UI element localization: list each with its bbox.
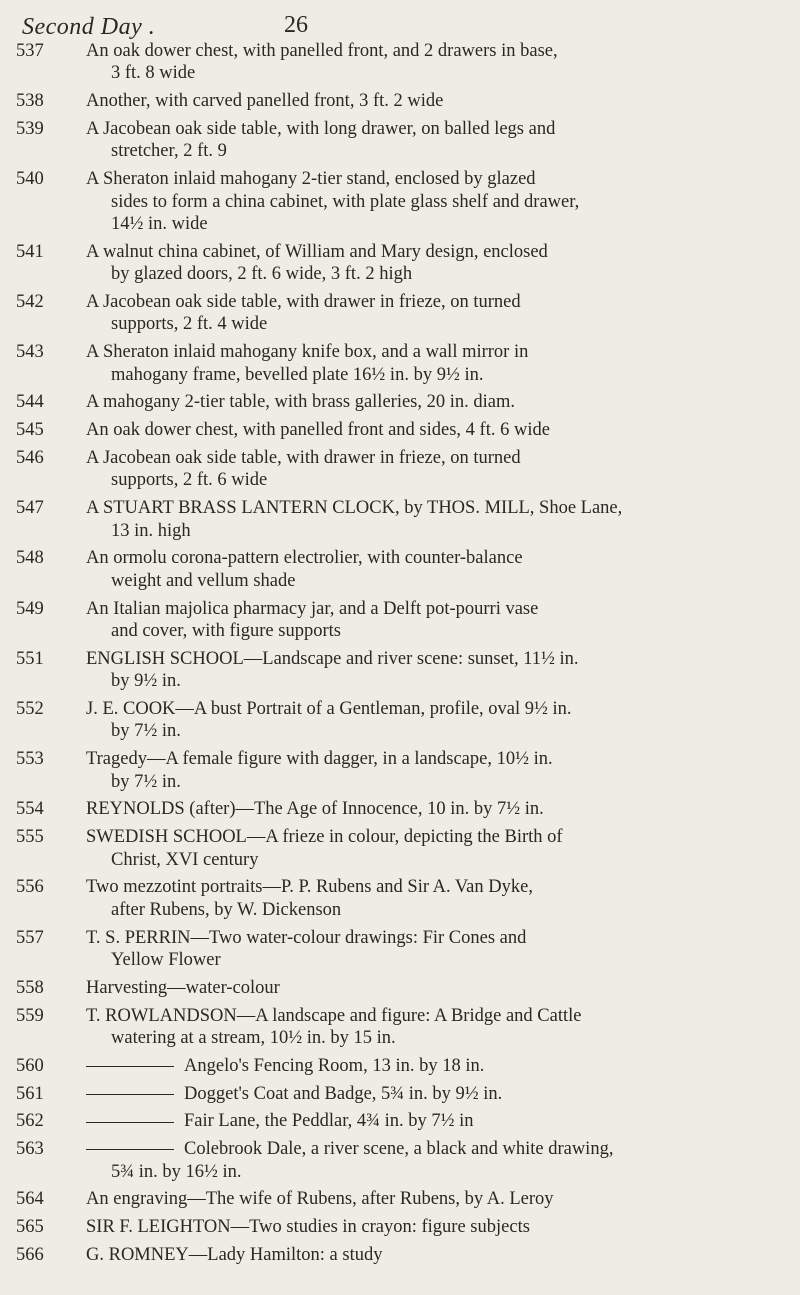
lot-number: 553 — [16, 749, 44, 770]
lot-description-line — [86, 419, 736, 441]
lot-text: by 9½ in. — [111, 671, 181, 692]
lot-text: after Rubens, by W. Dickenson — [111, 899, 342, 920]
lot-description-line — [86, 213, 736, 235]
lot-description — [58, 1110, 736, 1132]
lot-description — [58, 648, 736, 693]
lot-text: SWEDISH SCHOOL—A frieze in colour, depicting the Birth of — [86, 827, 563, 848]
ditto-dash — [86, 1149, 174, 1150]
lot-description — [58, 547, 736, 592]
lot-description — [58, 826, 736, 871]
lot-description-line — [86, 927, 736, 949]
lot-description-line — [86, 620, 736, 642]
lot-text: by 7½ in. — [111, 771, 181, 792]
lot-description — [58, 391, 736, 413]
lot-number: 566 — [16, 1245, 44, 1266]
lot-text: Angelo's Fencing Room, 13 in. by 18 in. — [184, 1055, 485, 1076]
lot-text: sides to form a china cabinet, with plate glass shelf and drawer, — [111, 191, 580, 212]
lot-list — [0, 40, 800, 1272]
lot-description-line — [86, 720, 736, 742]
lot-entry — [0, 927, 800, 972]
lot-entry — [0, 419, 800, 441]
lot-description — [58, 598, 736, 643]
lot-number: 538 — [16, 91, 44, 112]
lot-text: A Sheraton inlaid mahogany knife box, and a wall mirror in — [86, 342, 529, 363]
lot-description — [58, 927, 736, 972]
lot-description-line — [86, 648, 736, 670]
lot-description — [58, 1188, 736, 1210]
lot-number: 544 — [16, 392, 44, 413]
lot-description-line — [86, 118, 736, 140]
lot-number: 562 — [16, 1111, 44, 1132]
lot-number: 546 — [16, 448, 44, 469]
lot-text: Two mezzotint portraits—P. P. Rubens and Sir A. Van Dyke, — [86, 877, 533, 898]
lot-description-line — [86, 291, 736, 313]
lot-text: REYNOLDS (after)—The Age of Innocence, 10 in. by 7½ in. — [86, 799, 544, 820]
lot-description-line — [86, 547, 736, 569]
lot-entry — [0, 1188, 800, 1210]
lot-number: 564 — [16, 1189, 44, 1210]
lot-description-line — [86, 497, 736, 519]
lot-description-line — [86, 977, 736, 999]
day-heading: Second Day . — [22, 14, 156, 40]
lot-text: A walnut china cabinet, of William and Mary design, enclosed — [86, 241, 548, 262]
lot-entry — [0, 1244, 800, 1266]
lot-description-line — [86, 191, 736, 213]
lot-description-line — [86, 1161, 736, 1183]
lot-text: by 7½ in. — [111, 721, 181, 742]
lot-description-line — [86, 341, 736, 363]
lot-description — [58, 40, 736, 85]
lot-number: 549 — [16, 598, 44, 619]
lot-number: 563 — [16, 1139, 44, 1160]
lot-number: 552 — [16, 699, 44, 720]
lot-text: T. ROWLANDSON—A landscape and figure: A Bridge and Cattle — [86, 1005, 582, 1026]
lot-text: supports, 2 ft. 4 wide — [111, 314, 268, 335]
lot-text: An engraving—The wife of Rubens, after Rubens, by A. Leroy — [86, 1189, 554, 1210]
lot-text: Christ, XVI century — [111, 849, 259, 870]
page-header — [22, 8, 622, 42]
lot-text: Fair Lane, the Peddlar, 4¾ in. by 7½ in — [184, 1111, 474, 1132]
lot-entry — [0, 1055, 800, 1077]
lot-text: Harvesting—water-colour — [86, 977, 280, 998]
lot-description — [58, 1005, 736, 1050]
lot-description-line — [86, 1027, 736, 1049]
lot-description-line — [86, 1110, 736, 1132]
lot-entry — [0, 1216, 800, 1238]
lot-description — [58, 977, 736, 999]
lot-number: 543 — [16, 342, 44, 363]
lot-description — [58, 798, 736, 820]
lot-text: 5¾ in. by 16½ in. — [111, 1161, 242, 1182]
lot-description-line — [86, 168, 736, 190]
lot-number: 559 — [16, 1005, 44, 1026]
lot-description-line — [86, 1083, 736, 1105]
lot-description-line — [86, 1055, 736, 1077]
lot-entry — [0, 698, 800, 743]
lot-text: SIR F. LEIGHTON—Two studies in crayon: figure subjects — [86, 1217, 530, 1238]
lot-number: 537 — [16, 41, 44, 61]
lot-description-line — [86, 849, 736, 871]
lot-description — [58, 1138, 736, 1183]
lot-description — [58, 90, 736, 112]
lot-text: weight and vellum shade — [111, 570, 296, 591]
page-number: 26 — [284, 12, 308, 38]
lot-text: Another, with carved panelled front, 3 ft. 2 wide — [86, 91, 444, 112]
lot-entry — [0, 391, 800, 413]
lot-text: 14½ in. wide — [111, 214, 208, 235]
lot-description-line — [86, 364, 736, 386]
lot-text: T. S. PERRIN—Two water-colour drawings: Fir Cones and — [86, 927, 527, 948]
lot-entry — [0, 1005, 800, 1050]
lot-description — [58, 497, 736, 542]
lot-description-line — [86, 263, 736, 285]
lot-description-line — [86, 469, 736, 491]
lot-description-line — [86, 1005, 736, 1027]
lot-entry — [0, 168, 800, 235]
lot-number: 557 — [16, 927, 44, 948]
lot-description-line — [86, 90, 736, 112]
lot-entry — [0, 241, 800, 286]
lot-text: 3 ft. 8 wide — [111, 63, 196, 84]
lot-description — [58, 291, 736, 336]
lot-text: A STUART BRASS LANTERN CLOCK, by THOS. MILL, Shoe Lane, — [86, 498, 623, 519]
lot-number: 539 — [16, 119, 44, 139]
lot-description-line — [86, 1188, 736, 1210]
lot-number: 565 — [16, 1217, 44, 1238]
lot-description — [58, 447, 736, 492]
lot-description — [58, 1083, 736, 1105]
lot-description — [58, 1244, 736, 1266]
lot-entry — [0, 598, 800, 643]
lot-entry — [0, 977, 800, 999]
lot-text: Tragedy—A female figure with dagger, in a landscape, 10½ in. — [86, 749, 553, 770]
lot-description — [58, 748, 736, 793]
lot-entry — [0, 341, 800, 386]
lot-text: Dogget's Coat and Badge, 5¾ in. by 9½ in. — [184, 1083, 503, 1104]
ditto-dash — [86, 1066, 174, 1067]
lot-description — [58, 1055, 736, 1077]
lot-entry — [0, 1110, 800, 1132]
lot-description-line — [86, 313, 736, 335]
lot-description — [58, 118, 736, 163]
lot-text: A Jacobean oak side table, with drawer in frieze, on turned — [86, 448, 521, 469]
lot-number: 540 — [16, 169, 44, 190]
lot-entry — [0, 40, 800, 85]
lot-description-line — [86, 520, 736, 542]
lot-description — [58, 341, 736, 386]
lot-description-line — [86, 40, 736, 62]
lot-number: 542 — [16, 292, 44, 313]
lot-text: A Sheraton inlaid mahogany 2-tier stand, enclosed by glazed — [86, 169, 536, 190]
lot-description-line — [86, 876, 736, 898]
lot-text: supports, 2 ft. 6 wide — [111, 470, 268, 491]
lot-number: 561 — [16, 1083, 44, 1104]
lot-entry — [0, 447, 800, 492]
lot-entry — [0, 1138, 800, 1183]
lot-description-line — [86, 899, 736, 921]
lot-entry — [0, 547, 800, 592]
lot-description-line — [86, 598, 736, 620]
lot-description-line — [86, 748, 736, 770]
lot-description — [58, 168, 736, 235]
lot-text: An ormolu corona-pattern electrolier, with counter-balance — [86, 548, 523, 569]
lot-number: 545 — [16, 420, 44, 441]
lot-description — [58, 241, 736, 286]
lot-description-line — [86, 62, 736, 84]
lot-description-line — [86, 1216, 736, 1238]
lot-entry — [0, 291, 800, 336]
lot-text: mahogany frame, bevelled plate 16½ in. by 9½ in. — [111, 364, 484, 385]
lot-text: and cover, with figure supports — [111, 621, 341, 642]
lot-description-line — [86, 570, 736, 592]
lot-description-line — [86, 698, 736, 720]
lot-number: 541 — [16, 241, 44, 262]
lot-description — [58, 876, 736, 921]
lot-text: Yellow Flower — [111, 950, 221, 971]
lot-description — [58, 1216, 736, 1238]
lot-description-line — [86, 826, 736, 848]
lot-description-line — [86, 241, 736, 263]
lot-description-line — [86, 447, 736, 469]
lot-number: 555 — [16, 827, 44, 848]
lot-description-line — [86, 391, 736, 413]
lot-description-line — [86, 1138, 736, 1160]
lot-number: 560 — [16, 1055, 44, 1076]
lot-description-line — [86, 798, 736, 820]
lot-entry — [0, 826, 800, 871]
lot-text: An oak dower chest, with panelled front and sides, 4 ft. 6 wide — [86, 420, 550, 441]
lot-text: An oak dower chest, with panelled front, and 2 drawers in base, — [86, 41, 558, 61]
ditto-dash — [86, 1094, 174, 1095]
lot-entry — [0, 1083, 800, 1105]
lot-description-line — [86, 771, 736, 793]
lot-number: 551 — [16, 648, 44, 669]
lot-entry — [0, 748, 800, 793]
lot-entry — [0, 648, 800, 693]
lot-text: A mahogany 2-tier table, with brass galleries, 20 in. diam. — [86, 392, 515, 413]
lot-description — [58, 698, 736, 743]
lot-entry — [0, 876, 800, 921]
lot-number: 547 — [16, 498, 44, 519]
lot-text: G. ROMNEY—Lady Hamilton: a study — [86, 1245, 383, 1266]
lot-text: Colebrook Dale, a river scene, a black and white drawing, — [184, 1139, 614, 1160]
lot-number: 554 — [16, 799, 44, 820]
lot-entry — [0, 90, 800, 112]
lot-text: An Italian majolica pharmacy jar, and a Delft pot-pourri vase — [86, 598, 539, 619]
lot-text: A Jacobean oak side table, with drawer in frieze, on turned — [86, 292, 521, 313]
lot-text: J. E. COOK—A bust Portrait of a Gentleman, profile, oval 9½ in. — [86, 699, 572, 720]
lot-text: watering at a stream, 10½ in. by 15 in. — [111, 1028, 396, 1049]
lot-description-line — [86, 1244, 736, 1266]
lot-description-line — [86, 949, 736, 971]
lot-text: 13 in. high — [111, 520, 191, 541]
lot-number: 548 — [16, 548, 44, 569]
lot-text: stretcher, 2 ft. 9 — [111, 141, 227, 162]
lot-text: ENGLISH SCHOOL—Landscape and river scene: sunset, 11½ in. — [86, 648, 579, 669]
lot-entry — [0, 497, 800, 542]
lot-description-line — [86, 670, 736, 692]
lot-description — [58, 419, 736, 441]
lot-number: 556 — [16, 877, 44, 898]
lot-number: 558 — [16, 977, 44, 998]
lot-text: by glazed doors, 2 ft. 6 wide, 3 ft. 2 high — [111, 264, 413, 285]
lot-entry — [0, 118, 800, 163]
ditto-dash — [86, 1122, 174, 1123]
lot-text: A Jacobean oak side table, with long drawer, on balled legs and — [86, 119, 556, 139]
lot-entry — [0, 798, 800, 820]
lot-description-line — [86, 140, 736, 162]
